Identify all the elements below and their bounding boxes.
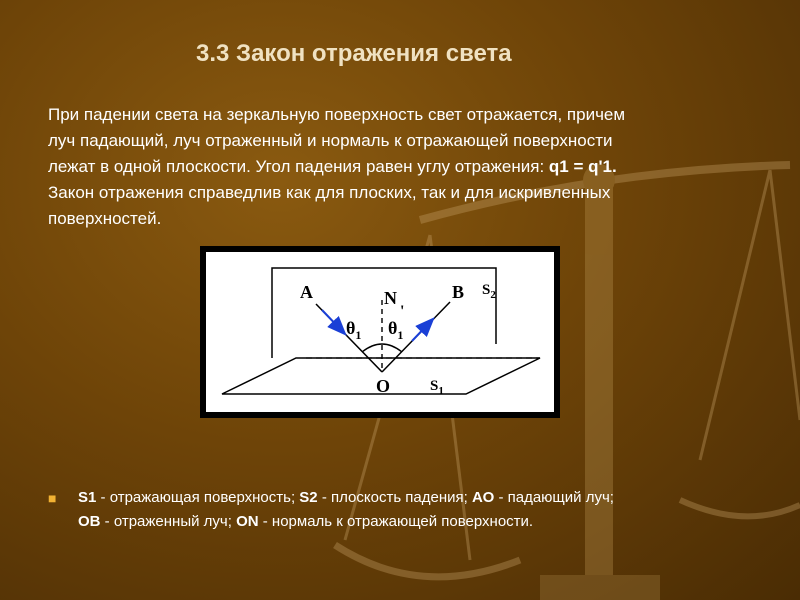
term-s2: S2 bbox=[299, 489, 318, 506]
legend-bullet bbox=[48, 486, 768, 534]
def-s2: - плоскость падения; bbox=[317, 489, 472, 506]
def-ao: - падающий луч; bbox=[494, 489, 614, 506]
term-ob: ОВ bbox=[78, 513, 101, 530]
intro-line-3-text: лежат в одной плоскости. Угол падения равен углу отражения: bbox=[48, 157, 549, 176]
def-s1: - отражающая поверхность; bbox=[96, 489, 300, 506]
label-theta-prime: ' bbox=[400, 303, 405, 320]
intro-line-2: луч падающий, луч отраженный и нормаль к отражающей поверхности bbox=[48, 131, 613, 150]
label-b: B bbox=[452, 282, 465, 302]
label-s2: $S_2$ bbox=[482, 282, 496, 301]
intro-line-5: поверхностей. bbox=[48, 209, 162, 228]
def-ob: - отраженный луч; bbox=[100, 513, 237, 530]
term-ao: АО bbox=[471, 489, 495, 506]
label-theta-reflection: $\theta_1$ bbox=[388, 318, 404, 342]
legend-text bbox=[78, 486, 614, 534]
reflection-diagram-canvas bbox=[206, 252, 554, 412]
label-a: A bbox=[300, 282, 313, 302]
label-theta-incidence: $\theta_1$ bbox=[346, 318, 362, 342]
incident-ray-arrow bbox=[322, 310, 344, 333]
intro-line-4: Закон отражения справедлив как для плоских, так и для искривленных bbox=[48, 183, 611, 202]
intro-paragraph bbox=[48, 102, 748, 232]
label-s1: $S_1$ bbox=[430, 378, 444, 397]
slide-title: 3.3 Закон отражения света bbox=[196, 40, 512, 67]
intro-line-3 bbox=[48, 154, 748, 180]
reflection-diagram bbox=[206, 252, 554, 412]
label-o: O bbox=[376, 376, 391, 396]
intro-line-1: При падении света на зеркальную поверхность свет отражается, причем bbox=[48, 105, 626, 124]
label-n: N bbox=[384, 288, 397, 308]
reflection-formula: q1 = q'1. bbox=[548, 157, 617, 176]
def-on: - нормаль к отражающей поверхности. bbox=[258, 513, 534, 530]
term-on: ON bbox=[236, 513, 259, 530]
term-s1: S1 bbox=[78, 489, 97, 506]
reflected-ray-arrow bbox=[412, 320, 432, 341]
bullet-marker-icon: ■ bbox=[48, 490, 57, 506]
reflection-diagram-frame bbox=[200, 246, 560, 418]
